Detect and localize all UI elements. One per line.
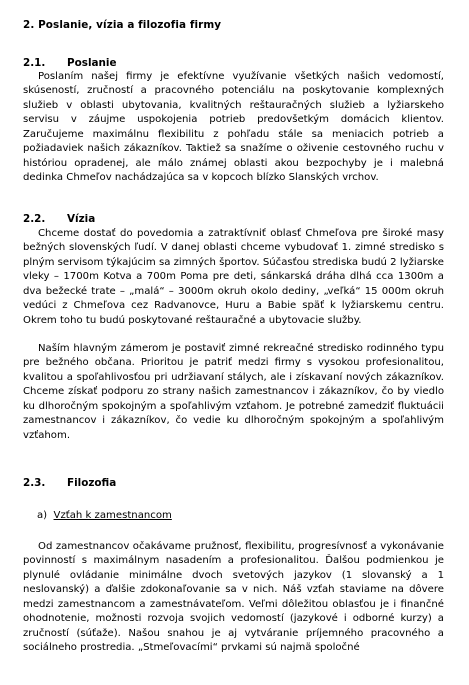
paragraph-filozofia: Od zamestnancov očakávame pružnosť, flexibilitu, progresívnosť a vykonávanie povinností s maximálnym nasadením a profesionalitou. Ďalšou podmienkou je plynulé ovládanie minimálne dvoch svetových jazykov (1 slovanský a 1 neslovanský) a ďalšie zdokonaľovanie sa v nich. Náš vzťah staviame na dôvere medzi zamestnancom a zamestnávateľom. Veľmi dôležitou oblasťou je i finančné ohodnotenie, možnosti rozvoja svojich vedomostí (jazykové i odborné kurzy) a zručností (súťaže). Našou snahou je aj vytváranie príjemného pracovného a sociálneho prostredia. „Stmeľovacími“ prvkami sú najmä spoločné — [23, 541, 444, 654]
paragraph-vizia-2: Naším hlavným zámerom je postaviť zimné rekreačné stredisko rodinného typu pre bežného občana. Prioritou je patriť medzi firmy s vysokou profesionalitou, kvalitou a spoľahlivosťou pri udržiavaní stálych, ale i získavaní nových zákazníkov. Chceme získať podporu zo strany našich zamestnancov i zákazníkov, čo by viedlo ku dlhoročným spokojným a spoľahlivým vzťahom. Je potrebné zamedziť fluktuácii zamestnancov i zákazníkov, čo vedie ku dlhoročným spokojným a spoľahlivým vzťahom. — [23, 343, 444, 441]
paragraph-poslanie: Poslaním našej firmy je efektívne využívanie všetkých našich vedomostí, skúseností, zručností a pracovného potenciálu na poskytovanie komplexných služieb v oblasti ubytovania, kvalitných reštauračných služieb a lyžiarskeho servisu v záujme uspokojenia potrieb predovšetkým domácich klientov. Zaručujeme maximálnu flexibilitu z pohľadu stále sa meniacich potrieb a požiadaviek našich zákazníkov. Taktiež sa snažíme o oživenie cestovného ruchu v históriou opradenej, ale málo známej oblasti akou bezpochyby je i malebná dedinka Chmeľov nachádzajúca sa v kopcoch blízko Slanských vrchov. — [23, 71, 444, 184]
subsection-heading — [37, 510, 172, 521]
section-title: Poslanie — [67, 57, 117, 69]
paragraph-vizia-1: Chceme dostať do povedomia a zatraktívniť oblasť Chmeľova pre široké masy bežných slovenských ľudí. V danej oblasti chceme vybudovať 1. zimné stredisko s plným servisom týkajúcim sa zimných športov. Súčasťou strediska budú 2 lyžiarske vleky – 1700m Kotva a 700m Poma pre deti, sánkarská dráha dlhá cca 1300m a dva bežecké trate – „malá“ – 3000m okruh okolo dediny, „veľká“ 15 000m okruh vedúci z Chmeľova cez Radvanovce, Huru a Babie späť k lyžiarskemu centru. Okrem toho tu budú poskytované reštauračné a ubytovacie služby. — [23, 228, 444, 326]
section-number: 2.3. — [23, 477, 46, 489]
section-heading-poslanie — [23, 57, 117, 69]
section-number: 2.1. — [23, 57, 46, 69]
section-title: Vízia — [67, 213, 96, 225]
subsection-marker: a) — [37, 510, 48, 521]
section-heading-filozofia — [23, 477, 116, 489]
section-number: 2.2. — [23, 213, 46, 225]
subsection-title: Vzťah k zamestnancom — [53, 510, 172, 521]
section-heading-vizia — [23, 213, 95, 225]
section-title: Filozofia — [67, 477, 117, 489]
chapter-title: 2. Poslanie, vízia a filozofia firmy — [23, 19, 222, 31]
